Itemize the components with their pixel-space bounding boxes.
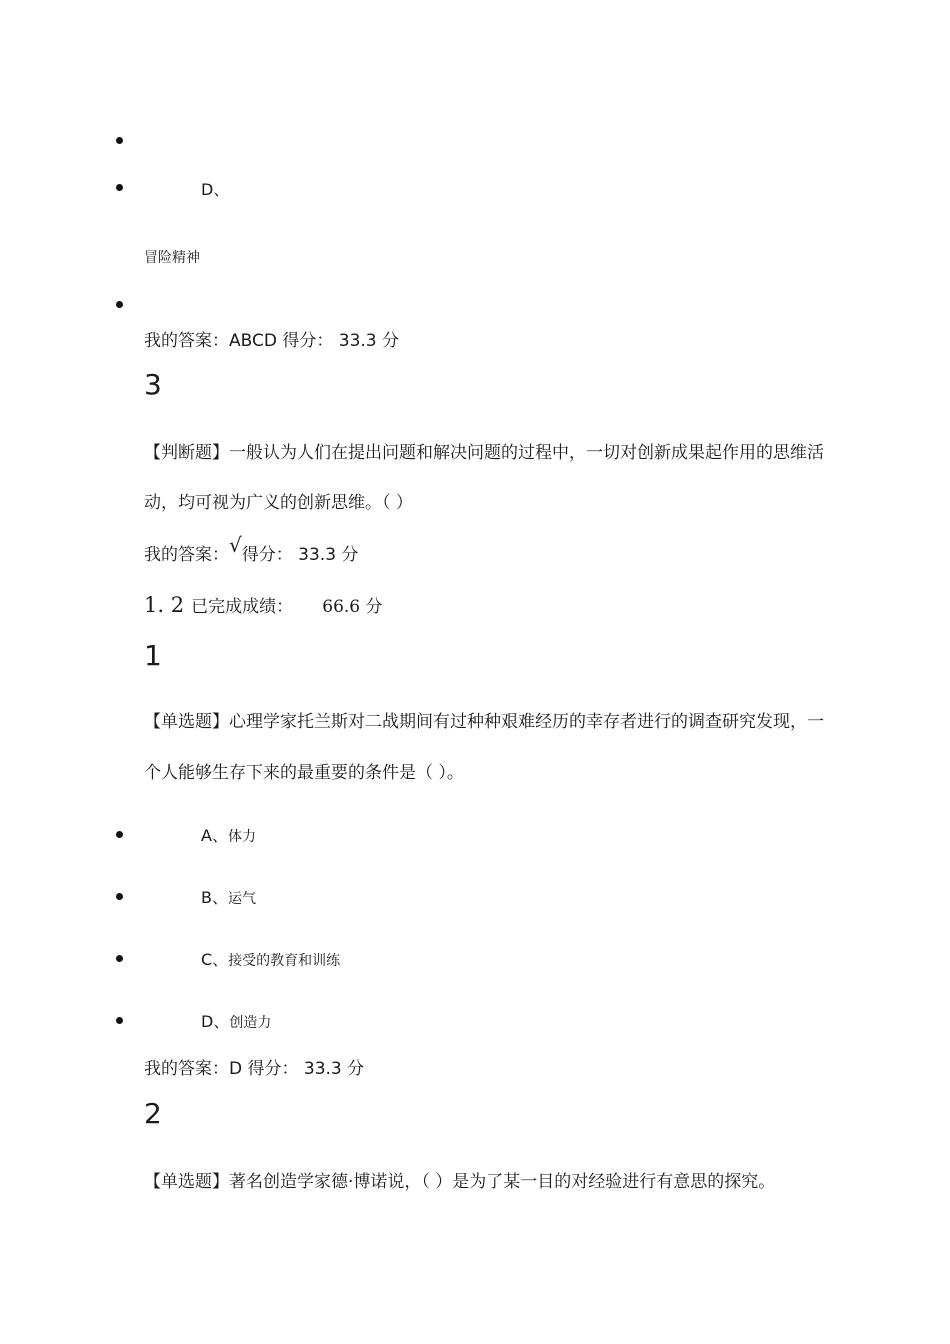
list-bullet — [116, 137, 123, 144]
section-heading — [144, 592, 383, 617]
question-text: 【单选题】著名创造学家德·博诺说，（ ）是为了某一目的对经验进行有意思的探究。 — [144, 1172, 776, 1192]
option-letter: B、 — [201, 888, 228, 907]
list-bullet — [116, 1017, 123, 1024]
question-number: 3 — [144, 368, 162, 401]
option-d-text: 冒险精神 — [144, 250, 200, 266]
question-text-cont: 动，均可视为广义的创新思维。（ ） — [144, 493, 413, 513]
list-bullet — [116, 893, 123, 900]
check-mark-icon: √ — [229, 533, 242, 557]
list-bullet — [116, 184, 123, 191]
option-a[interactable] — [201, 823, 256, 846]
option-text: 运气 — [227, 891, 256, 907]
list-bullet — [116, 301, 123, 308]
option-d-letter: D、 — [201, 180, 230, 199]
question-number: 1 — [144, 639, 162, 672]
question-text: 【判断题】一般认为人们在提出问题和解决问题的过程中，一切对创新成果起作用的思维活 — [144, 443, 824, 463]
my-answer — [144, 533, 359, 565]
list-bullet — [116, 955, 123, 962]
option-letter: A、 — [201, 826, 228, 845]
option-c[interactable] — [201, 947, 340, 970]
question-text: 【单选题】心理学家托兰斯对二战期间有过种种艰难经历的幸存者进行的调查研究发现，一 — [144, 712, 824, 732]
section-score: 66.6 分 — [322, 597, 383, 617]
section-status: 已完成成绩： — [191, 597, 294, 617]
option-text: 体力 — [227, 829, 256, 845]
question-text-cont: 个人能够生存下来的最重要的条件是（ ）。 — [144, 763, 464, 783]
option-letter: C、 — [201, 950, 229, 969]
answer-prefix: 我的答案： — [144, 545, 229, 565]
option-d[interactable] — [201, 1009, 271, 1032]
option-text: 创造力 — [229, 1015, 272, 1031]
my-answer: 我的答案：ABCD 得分： 33.3 分 — [144, 331, 400, 351]
section-number: 1. 2 — [144, 593, 185, 617]
list-bullet — [116, 831, 123, 838]
option-letter: D、 — [201, 1012, 230, 1031]
my-answer: 我的答案：D 得分： 33.3 分 — [144, 1059, 365, 1079]
answer-score: 得分： 33.3 分 — [241, 545, 359, 565]
option-b[interactable] — [201, 885, 256, 908]
option-text: 接受的教育和训练 — [228, 953, 341, 969]
question-number: 2 — [144, 1097, 162, 1130]
